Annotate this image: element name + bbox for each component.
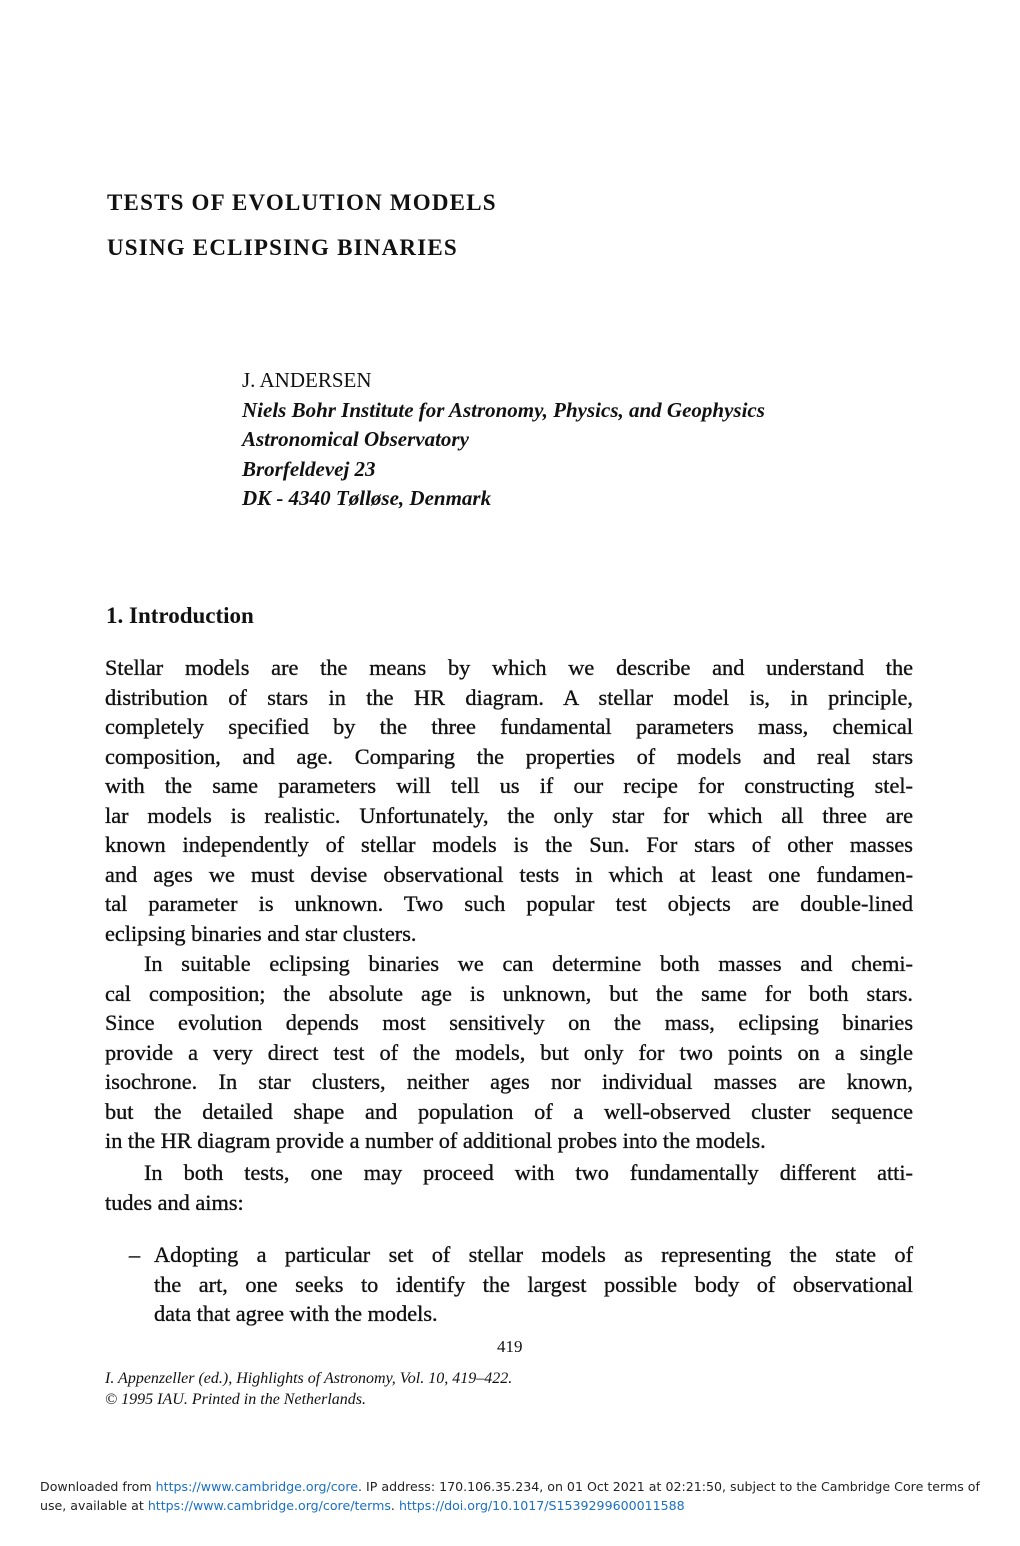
text-line: data that agree with the models. xyxy=(154,1301,438,1326)
text-line: eclipsing binaries and star clusters. xyxy=(105,920,417,946)
affiliation-line: Astronomical Observatory xyxy=(242,427,469,451)
text-line: and ages we must devise observational tests in which at least one fundamen- xyxy=(105,861,913,887)
terms-link[interactable]: https://www.cambridge.org/core/terms xyxy=(147,1497,391,1513)
paragraph-1 xyxy=(105,653,913,948)
bullet-item xyxy=(129,1240,913,1329)
text-line: composition, and age. Comparing the properties of models and real stars xyxy=(105,743,913,769)
download-notice: Downloaded from https://www.cambridge.org/core. IP address: 170.106.35.234, on 01 Oct 2021 at 02:21:50, subject to the Cambridge Core terms of use, available at https://www.cambridge.org/core/terms. https://doi.org/10.1017/S1539299600011588 xyxy=(40,1479,980,1513)
text-line: but the detailed shape and population of a well-observed cluster sequence xyxy=(105,1098,913,1124)
text-line: completely specified by the three fundamental parameters mass, chemical xyxy=(105,714,913,739)
text-line: in the HR diagram provide a number of additional probes into the models. xyxy=(105,1128,766,1153)
affiliation-line: DK - 4340 Tølløse, Denmark xyxy=(242,486,492,510)
cambridge-core-link[interactable]: https://www.cambridge.org/core xyxy=(155,1479,359,1494)
author-name: J. ANDERSEN xyxy=(242,368,372,392)
text-line: known independently of stellar models is the Sun. For stars of other masses xyxy=(105,832,913,857)
text-line: cal composition; the absolute age is unknown, but the same for both stars. xyxy=(105,980,913,1006)
page-number: 419 xyxy=(497,1337,523,1356)
affiliation-line: Brorfeldevej 23 xyxy=(242,456,376,481)
text-line: In both tests, one may proceed with two fundamentally different atti- xyxy=(144,1160,913,1185)
paragraph-2 xyxy=(105,949,913,1156)
author-block xyxy=(242,366,765,514)
footnote: I. Appenzeller (ed.), Highlights of Astronomy, Vol. 10, 419–422. © 1995 IAU. Printed in the Netherlands. xyxy=(105,1370,513,1408)
paragraph-3 xyxy=(105,1158,913,1217)
doi-link[interactable]: https://doi.org/10.1017/S1539299600011588 xyxy=(398,1497,685,1513)
affiliation-line: Niels Bohr Institute for Astronomy, Physics, and Geophysics xyxy=(242,397,765,422)
text-line: provide a very direct test of the models, but only for two points on a single xyxy=(105,1039,913,1065)
text-line: tal parameter is unknown. Two such popular test objects are double-lined xyxy=(105,891,913,916)
text-line: In suitable eclipsing binaries we can determine both masses and chemi- xyxy=(144,951,913,976)
text-line: Adopting a particular set of stellar models as representing the state of xyxy=(154,1242,913,1267)
text-line: with the same parameters will tell us if our recipe for constructing stel- xyxy=(105,773,913,798)
paper-title: TESTS OF EVOLUTION MODELS USING ECLIPSING BINARIES xyxy=(107,190,497,260)
text-line: isochrone. In star clusters, neither ages nor individual masses are known, xyxy=(105,1069,913,1094)
section-heading: 1. Introduction xyxy=(106,603,254,628)
text-line: distribution of stars in the HR diagram. A stellar model is, in principle, xyxy=(105,684,913,710)
text-line: Since evolution depends most sensitively on the mass, eclipsing binaries xyxy=(105,1010,913,1035)
text-line: the art, one seeks to identify the largest possible body of observational xyxy=(154,1271,913,1297)
dash-bullet: – xyxy=(129,1242,141,1267)
text-line: Stellar models are the means by which we describe and understand the xyxy=(105,655,913,680)
text-line: lar models is realistic. Unfortunately, the only star for which all three are xyxy=(105,802,913,828)
text-line: tudes and aims: xyxy=(105,1189,244,1215)
